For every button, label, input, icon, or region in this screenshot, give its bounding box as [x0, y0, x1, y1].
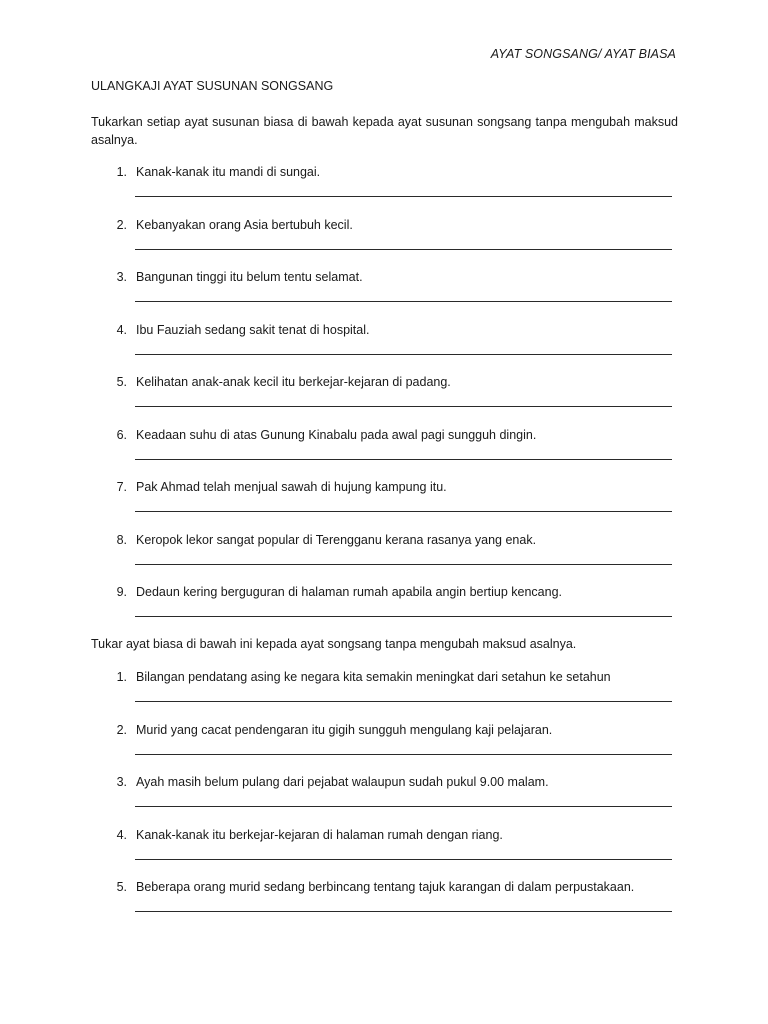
question-text: Pak Ahmad telah menjual sawah di hujung kampung itu. [136, 480, 447, 494]
question-number: 6. [116, 427, 127, 442]
question-text: Beberapa orang murid sedang berbincang tentang tajuk karangan di dalam perpustakaan. [136, 880, 635, 894]
answer-line [135, 564, 672, 565]
question-item [91, 270, 681, 323]
question-item [91, 323, 681, 376]
question-text: Kebanyakan orang Asia bertubuh kecil. [136, 217, 353, 232]
section1-question-list [91, 165, 681, 638]
question-text: Ibu Fauziah sedang sakit tenat di hospital. [136, 322, 370, 337]
question-item [91, 218, 681, 271]
question-item [91, 480, 681, 533]
worksheet-header-label: AYAT SONGSANG/ AYAT BIASA [490, 47, 676, 61]
question-text: Keadaan suhu di atas Gunung Kinabalu pada awal pagi sungguh dingin. [136, 427, 537, 442]
worksheet-title: ULANGKAJI AYAT SUSUNAN SONGSANG [91, 79, 334, 93]
question-number: 4. [116, 322, 127, 337]
question-number: 2. [116, 217, 127, 232]
question-number: 2. [116, 722, 127, 737]
question-item [91, 723, 681, 776]
question-text: Keropok lekor sangat popular di Terengganu kerana rasanya yang enak. [136, 532, 537, 547]
question-item [91, 375, 681, 428]
question-number: 3. [116, 270, 127, 284]
question-item [91, 775, 681, 828]
question-number: 7. [116, 480, 127, 494]
question-text: Bilangan pendatang asing ke negara kita semakin meningkat dari setahun ke setahun [136, 670, 611, 684]
answer-line [135, 859, 672, 860]
answer-line [135, 511, 672, 512]
question-text: Kanak-kanak itu berkejar-kejaran di halaman rumah dengan riang. [136, 827, 503, 842]
answer-line [135, 806, 672, 807]
question-number: 9. [116, 585, 127, 599]
question-number: 4. [116, 827, 127, 842]
answer-line [135, 616, 672, 617]
question-item [91, 670, 681, 723]
question-item [91, 533, 681, 586]
section1-instruction: Tukarkan setiap ayat susunan biasa di bawah kepada ayat susunan songsang tanpa mengubah maksud asalnya. [91, 115, 678, 147]
answer-line [135, 459, 672, 460]
question-item [91, 585, 681, 638]
question-text: Bangunan tinggi itu belum tentu selamat. [136, 270, 363, 284]
answer-line [135, 701, 672, 702]
question-item [91, 165, 681, 218]
question-number: 1. [116, 670, 127, 684]
question-number: 5. [116, 880, 127, 894]
answer-line [135, 754, 672, 755]
question-item [91, 428, 681, 481]
answer-line [135, 249, 672, 250]
section2-question-list [91, 670, 681, 933]
answer-line [135, 911, 672, 912]
section2-instruction: Tukar ayat biasa di bawah ini kepada ayat songsang tanpa mengubah maksud asalnya. [91, 637, 577, 651]
question-text: Dedaun kering berguguran di halaman rumah apabila angin bertiup kencang. [136, 585, 562, 599]
question-number: 5. [116, 375, 127, 389]
question-number: 1. [116, 165, 127, 179]
question-number: 8. [116, 532, 127, 547]
answer-line [135, 196, 672, 197]
question-text: Murid yang cacat pendengaran itu gigih sungguh mengulang kaji pelajaran. [136, 722, 553, 737]
question-number: 3. [116, 775, 127, 789]
answer-line [135, 301, 672, 302]
question-item [91, 828, 681, 881]
question-text: Kelihatan anak-anak kecil itu berkejar-kejaran di padang. [136, 375, 451, 389]
question-item [91, 880, 681, 933]
question-text: Ayah masih belum pulang dari pejabat walaupun sudah pukul 9.00 malam. [136, 775, 549, 789]
question-text: Kanak-kanak itu mandi di sungai. [136, 165, 321, 179]
answer-line [135, 354, 672, 355]
answer-line [135, 406, 672, 407]
